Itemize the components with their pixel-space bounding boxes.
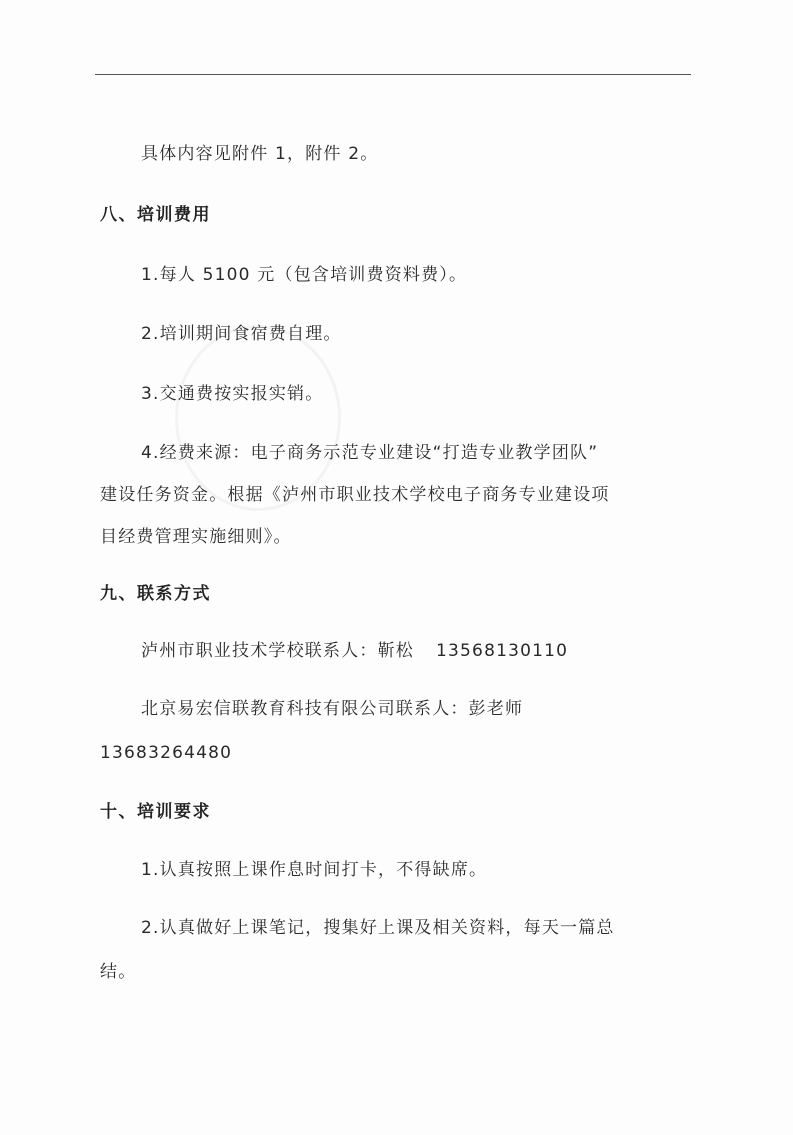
fee-item-4-line-3: 目经费管理实施细则》。: [100, 527, 292, 547]
requirement-item-2-line-1: 2.认真做好上课笔记，搜集好上课及相关资料，每天一篇总: [141, 918, 615, 938]
section-heading-contact: 九、联系方式: [100, 584, 211, 604]
contact-1-phone: 13568130110: [436, 641, 569, 661]
contact-2-line-1: 北京易宏信联教育科技有限公司联系人：彭老师: [141, 699, 524, 719]
fee-item-2: 2.培训期间食宿费自理。: [141, 324, 342, 344]
requirement-item-2-line-2: 结。: [100, 962, 137, 982]
fee-item-1: 1.每人 5100 元（包含培训费资料费）。: [141, 265, 468, 285]
contact-1-label: 泸州市职业技术学校联系人：靳松: [141, 641, 414, 661]
header-rule: [95, 74, 691, 75]
attachments-note: 具体内容见附件 1，附件 2。: [141, 144, 379, 164]
contact-1: [141, 639, 568, 663]
section-heading-fees: 八、培训费用: [100, 205, 211, 225]
contact-2-phone: 13683264480: [100, 743, 233, 763]
section-heading-requirements: 十、培训要求: [100, 802, 211, 822]
fee-item-4-line-1: 4.经费来源：电子商务示范专业建设“打造专业教学团队”: [141, 443, 599, 463]
fee-item-4-line-2: 建设任务资金。根据《泸州市职业技术学校电子商务专业建设项: [100, 485, 610, 505]
fee-item-3: 3.交通费按实报实销。: [141, 384, 324, 404]
requirement-item-1: 1.认真按照上课作息时间打卡，不得缺席。: [141, 860, 488, 880]
